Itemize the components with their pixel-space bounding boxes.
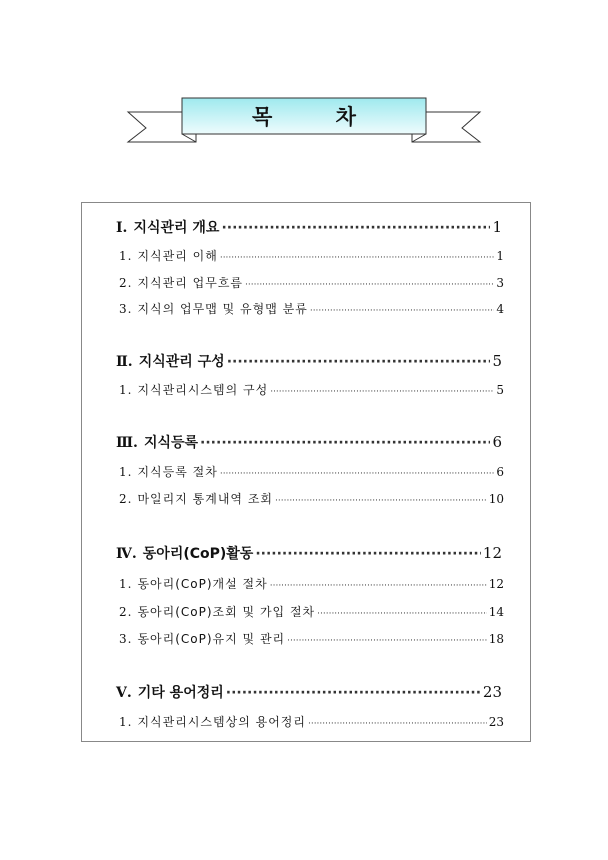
item-title: 마일리지 통계내역 조회 — [137, 492, 274, 506]
item-number: 2. — [119, 276, 133, 290]
page-number: 12 — [482, 544, 502, 562]
dot-leader — [275, 496, 487, 506]
dot-leader — [270, 387, 494, 397]
item-number: 3. — [119, 302, 133, 316]
item-title: 지식관리시스템상의 용어정리 — [137, 715, 306, 729]
toc-item[interactable] — [82, 713, 530, 730]
dot-leader — [226, 685, 481, 701]
item-number: 1. — [119, 715, 133, 729]
page-number: 3 — [496, 276, 504, 290]
toc-item[interactable] — [82, 575, 530, 592]
page-number: 5 — [496, 383, 504, 397]
toc-section-4[interactable] — [82, 543, 530, 563]
page-number: 6 — [492, 433, 502, 451]
section-number: Ⅳ. — [116, 546, 137, 562]
dot-leader — [245, 280, 494, 290]
item-number: 1. — [119, 249, 133, 263]
section-title: 지식등록 — [143, 435, 199, 451]
item-title: 지식등록 절차 — [137, 465, 218, 479]
item-title: 지식관리시스템의 구성 — [137, 383, 269, 397]
section-number: Ⅱ. — [116, 354, 133, 370]
section-title: 동아리(CoP)활동 — [142, 546, 254, 562]
dot-leader — [200, 435, 490, 451]
dot-leader — [310, 306, 495, 316]
dot-leader — [220, 469, 495, 479]
toc-item[interactable] — [82, 247, 530, 264]
dot-leader — [220, 253, 495, 263]
item-title: 지식의 업무맵 및 유형맵 분류 — [137, 302, 308, 316]
toc-item[interactable] — [82, 274, 530, 291]
toc-item[interactable] — [82, 490, 530, 507]
section-title: 지식관리 개요 — [133, 220, 220, 236]
item-number: 1. — [119, 383, 133, 397]
title-banner — [126, 94, 482, 150]
dot-leader — [287, 636, 487, 646]
toc-section-3[interactable] — [82, 432, 530, 452]
item-number: 1. — [119, 577, 133, 591]
page-number: 18 — [488, 632, 504, 646]
dot-leader — [227, 354, 491, 370]
item-title: 지식관리 업무흐름 — [137, 276, 244, 290]
page-number: 23 — [488, 715, 504, 729]
page-number: 1 — [496, 249, 504, 263]
dot-leader — [308, 719, 487, 729]
dot-leader — [317, 609, 487, 619]
item-number: 2. — [119, 605, 133, 619]
page-number: 6 — [496, 465, 504, 479]
toc-item[interactable] — [82, 603, 530, 620]
item-number: 1. — [119, 465, 133, 479]
toc-item[interactable] — [82, 630, 530, 647]
section-number: Ⅴ. — [116, 685, 132, 701]
page-number: 5 — [492, 352, 502, 370]
section-number: Ⅰ. — [116, 220, 128, 236]
page-number: 12 — [488, 577, 504, 591]
page-number: 14 — [488, 605, 504, 619]
section-title: 기타 용어정리 — [137, 685, 224, 701]
dot-leader — [255, 546, 481, 562]
page-number: 23 — [482, 683, 502, 701]
toc-section-1[interactable] — [82, 217, 530, 237]
item-title: 동아리(CoP)개설 절차 — [137, 577, 268, 591]
toc-item[interactable] — [82, 381, 530, 398]
toc-section-5[interactable] — [82, 682, 530, 702]
toc-item[interactable] — [82, 463, 530, 480]
item-title: 지식관리 이해 — [137, 249, 218, 263]
item-title: 동아리(CoP)유지 및 관리 — [137, 632, 286, 646]
dot-leader — [270, 581, 487, 591]
toc-item[interactable] — [82, 300, 530, 317]
toc-section-2[interactable] — [82, 351, 530, 371]
item-title: 동아리(CoP)조회 및 가입 절차 — [137, 605, 316, 619]
item-number: 3. — [119, 632, 133, 646]
item-number: 2. — [119, 492, 133, 506]
page-title: 목 차 — [252, 105, 384, 129]
section-title: 지식관리 구성 — [138, 354, 225, 370]
page-number: 1 — [492, 218, 502, 236]
dot-leader — [221, 220, 490, 236]
section-number: Ⅲ. — [116, 435, 138, 451]
page-number: 4 — [496, 302, 504, 316]
page-number: 10 — [488, 492, 504, 506]
toc-box — [81, 202, 531, 742]
